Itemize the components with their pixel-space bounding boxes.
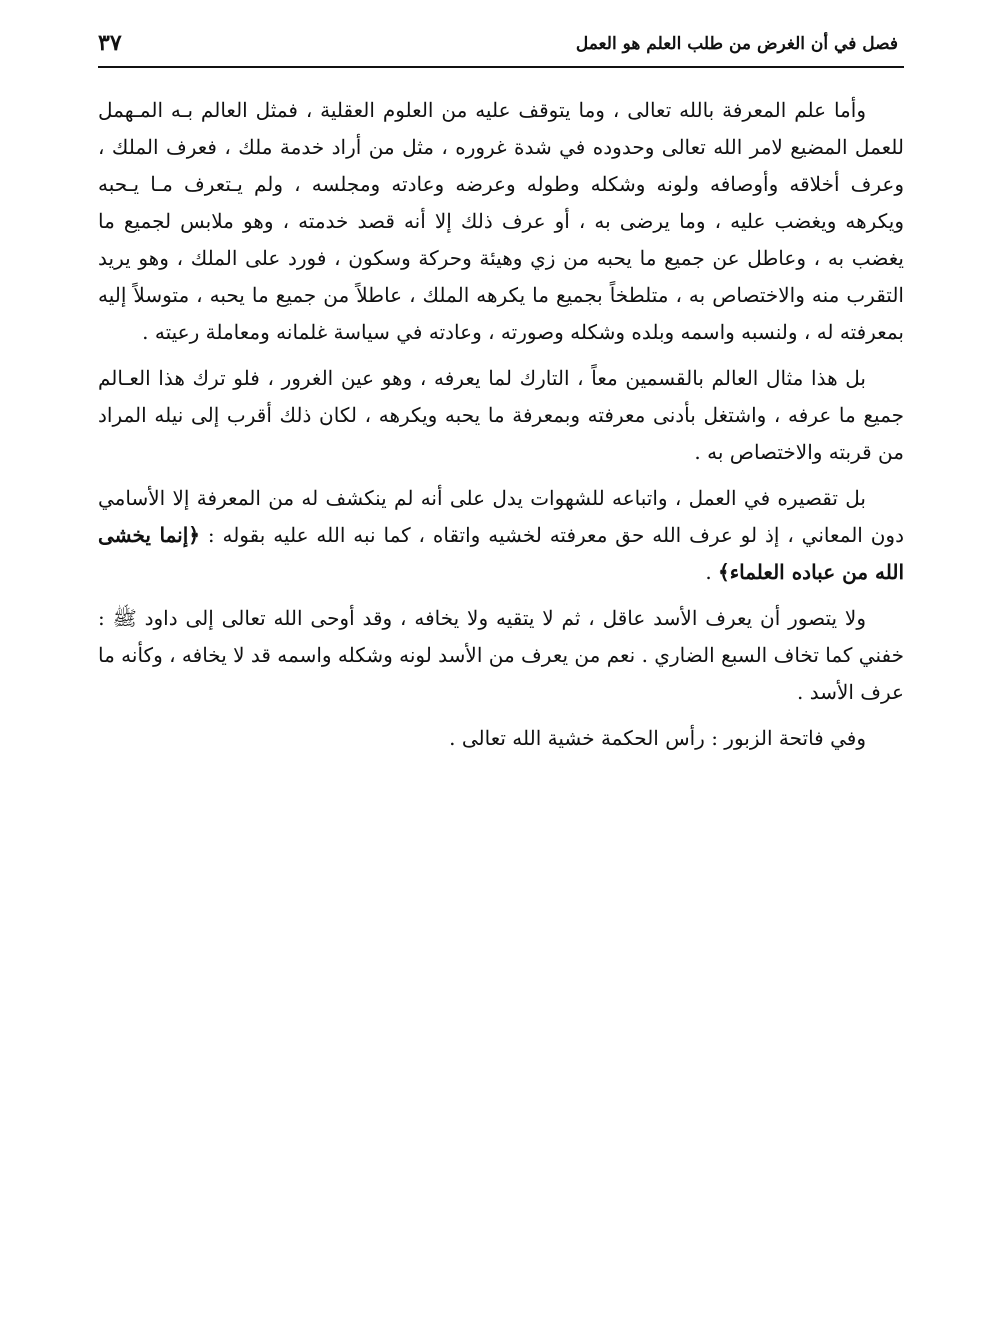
quran-quote: ﴿إنما يخشى الله من عباده العلماء﴾: [98, 523, 904, 584]
page-header: [98, 28, 898, 66]
page-number: ٣٧: [98, 30, 122, 56]
chapter-title: فصل في أن الغرض من طلب العلم هو العمل: [575, 34, 898, 54]
paragraph-2: بل هذا مثال العالم بالقسمين معاً ، التارك لما يعرفه ، وهو عين الغرور ، فلو ترك هذا العـالم جميع ما عرفه ، واشتغل بأدنى معرفته وبمعرفة ما يحبه ويكرهه ، لكان ذلك أقرب إلى نيله المراد من قربته والاختصاص به .: [98, 366, 904, 464]
paragraph-4: ولا يتصور أن يعرف الأسد عاقل ، ثم لا يتقيه ولا يخافه ، وقد أوحى الله تعالى إلى داود ﷺ : خفني كما تخاف السبع الضاري . نعم من يعرف من الأسد لونه وشكله واسمه قد لا يخافه ، وكأنه ما عرف الأسد .: [98, 606, 904, 704]
header-divider: [98, 66, 904, 68]
body-text: [98, 92, 904, 766]
paragraph-3-ending: .: [705, 560, 719, 584]
paragraph-5: وفي فاتحة الزبور : رأس الحكمة خشية الله تعالى .: [449, 726, 866, 750]
paragraph-3-text: بل تقصيره في العمل ، واتباعه للشهوات يدل على أنه لم ينكشف له من المعرفة إلا الأسامي دون المعاني ، إذ لو عرف الله حق معرفته لخشيه واتقاه ، كما نبه الله عليه بقوله :: [98, 486, 904, 547]
paragraph-1: وأما علم المعرفة بالله تعالى ، وما يتوقف عليه من العلوم العقلية ، فمثل العالم بـه المـهمل للعمل المضيع لامر الله تعالى وحدوده في شدة غروره ، مثل من أراد خدمة ملك ، فعرف الملك ، وعرف أخلاقه وأوصافه ولونه وشكله وطوله وعرضه وعادته ومجلسه ، ولم يـتعرف مـا يـحبه ويكرهه ويغضب عليه ، وما يرضى به ، أو عرف ذلك إلا أنه قصد خدمته ، وهو ملابس لجميع ما يغضب به ، وعاطل عن جميع ما يحبه من زي وهيئة وحركة وسكون ، فورد على الملك ، وهو يريد التقرب منه والاختصاص به ، متلطخاً بجميع ما يكرهه الملك ، عاطلاً من جميع ما يحبه ، متوسلاً إليه بمعرفته له ، ولنسبه واسمه وبلده وشكله وصورته ، وعادته في سياسة غلمانه ومعاملة رعيته .: [98, 98, 904, 344]
paragraph-3: [98, 480, 904, 591]
